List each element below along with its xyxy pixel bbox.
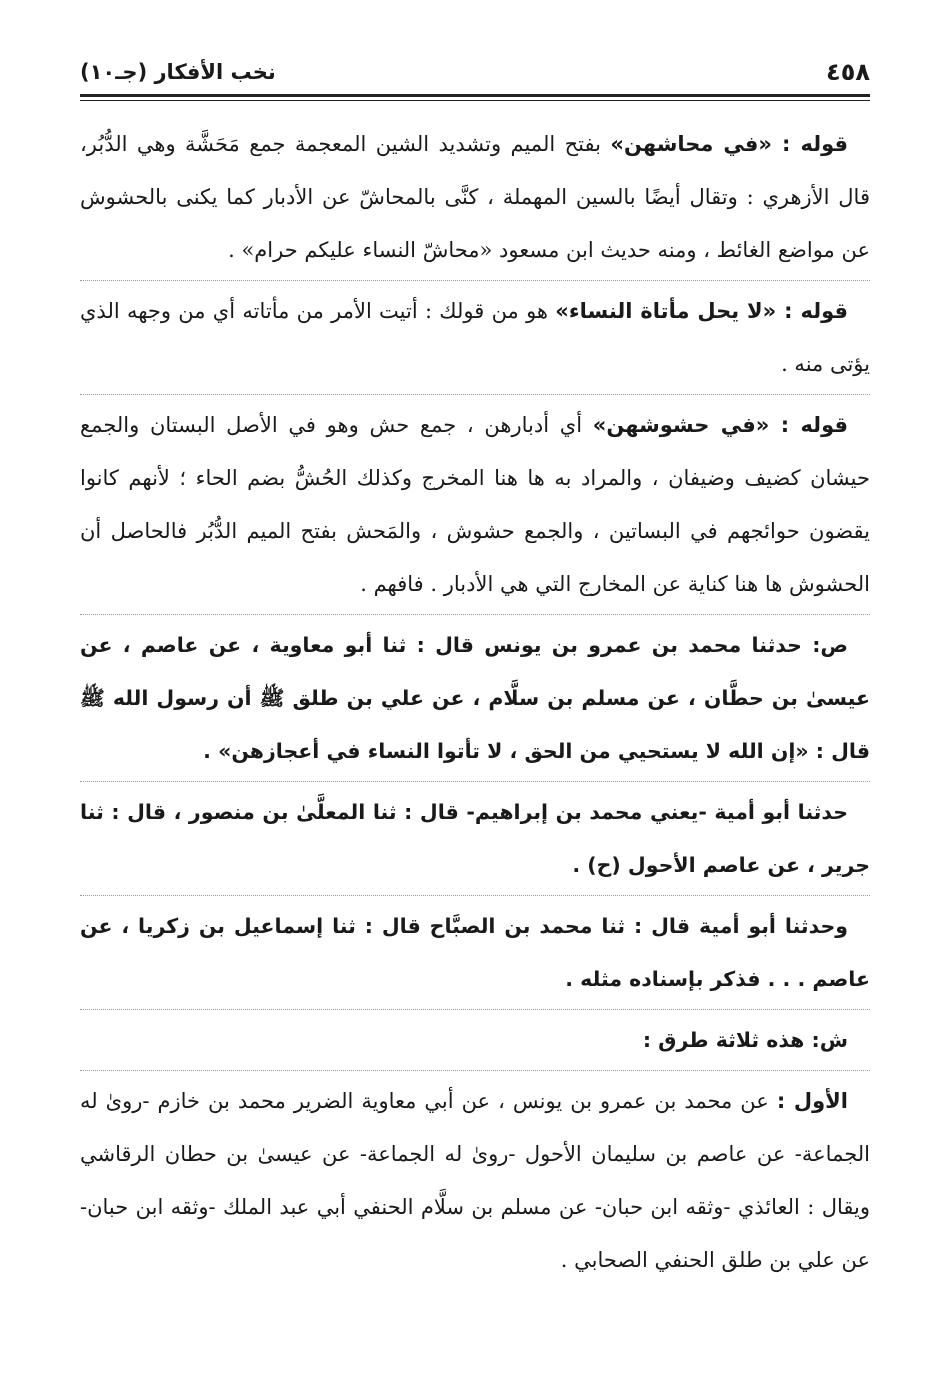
paragraph-lead: الأول :: [776, 1089, 848, 1113]
paragraph-isnad-2: [80, 786, 870, 892]
header-rule-thick: [80, 94, 870, 97]
running-title: نخب الأفكار (جـ١٠): [80, 60, 276, 84]
paragraph-hadith-text: [80, 619, 870, 778]
paragraph-lead: قوله : «في محاشهن»: [610, 132, 849, 156]
paragraph-text: أي أدبارهن ، جمع حش وهو في الأصل البستان والجمع حيشان كضيف وضيفان ، والمراد به ها هنا المخرج وكذلك الحُشُّ بضم الحاء ؛ لأنهم كانوا يقضون حوائجهم في البساتين ، والجمع حشوش ، والمَحش بفتح الميم الدُّبُر فالحاصل أن الحشوش ها هنا كناية عن المخارج التي هي الأدبار . فافهم .: [80, 413, 870, 596]
paragraph-separator: [80, 614, 870, 615]
paragraph-text: حدثنا أبو أمية -يعني محمد بن إبراهيم- قال : ثنا المعلَّىٰ بن منصور ، قال : ثنا جرير ، عن عاصم الأحول (ح) .: [80, 800, 870, 877]
page-number: ٤٥٨: [826, 58, 870, 86]
paragraph-text: حدثنا محمد بن عمرو بن يونس قال : ثنا أبو معاوية ، عن عاصم ، عن عيسىٰ بن حطَّان ، عن مسلم بن سلَّام ، عن علي بن طلق ﷺ أن رسول الله ﷺ قال : «إن الله لا يستحيي من الحق ، لا تأتوا النساء في أعجازهن» .: [80, 633, 870, 763]
paragraph-text: بفتح الميم وتشديد الشين المعجمة جمع مَحَشَّة وهي الدُّبُر، قال الأزهري : وتقال أيضًا بالسين المهملة ، كنَّى بالمحاشّ عن الأدبار كما يكنى بالحشوش عن مواضع الغائط ، ومنه حديث ابن مسعود «محاشّ النساء عليكم حرام» .: [80, 132, 870, 262]
paragraph-separator: [80, 1009, 870, 1010]
paragraph-separator: [80, 1070, 870, 1071]
paragraph-separator: [80, 781, 870, 782]
paragraph-muhashihinna: [80, 118, 870, 277]
paragraph-lead: قوله : «في حشوشهن»: [592, 413, 848, 437]
paragraph-sharh-heading: [80, 1014, 870, 1067]
paragraph-maatat: [80, 285, 870, 391]
paragraph-text: عن محمد بن عمرو بن يونس ، عن أبي معاوية الضرير محمد بن خازم -روىٰ له الجماعة- عن عاصم بن سليمان الأحول -روىٰ له الجماعة- عن عيسىٰ بن حطان الرقاشي ويقال : العائذي -وثقه ابن حبان- عن مسلم بن سلَّام الحنفي أبي عبد الملك -وثقه ابن حبان- عن علي بن طلق الحنفي الصحابي .: [80, 1089, 870, 1272]
paragraph-lead: ص:: [812, 633, 848, 657]
page-header: [80, 52, 870, 92]
page-body: [80, 118, 870, 1287]
paragraph-separator: [80, 895, 870, 896]
paragraph-isnad-3: [80, 900, 870, 1006]
paragraph-text: وحدثنا أبو أمية قال : ثنا محمد بن الصبَّاح قال : ثنا إسماعيل بن زكريا ، عن عاصم . . . فذكر بإسناده مثله .: [80, 914, 870, 991]
paragraph-text: ش: هذه ثلاثة طرق :: [642, 1028, 848, 1052]
paragraph-hushushihinna: [80, 399, 870, 611]
paragraph-lead: قوله : «لا يحل مأتاة النساء»: [555, 299, 848, 323]
book-page: [80, 0, 870, 1381]
paragraph-text: هو من قولك : أتيت الأمر من مأتاته أي من وجهه الذي يؤتى منه .: [80, 299, 870, 376]
paragraph-separator: [80, 280, 870, 281]
header-rule-thin: [80, 100, 870, 101]
paragraph-first-route: [80, 1075, 870, 1287]
paragraph-separator: [80, 394, 870, 395]
